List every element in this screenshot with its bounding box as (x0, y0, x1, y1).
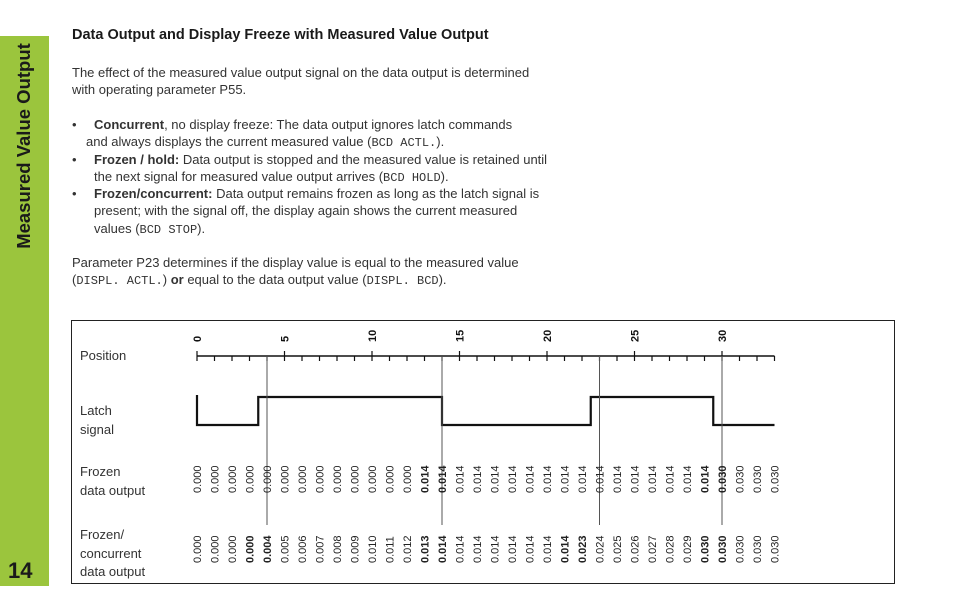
bullet-term: Frozen / hold: (94, 152, 180, 167)
latch-signal-waveform (197, 395, 775, 425)
frozen-output-value: 0.014 (454, 465, 467, 493)
concurrent-output-value: 0.028 (664, 535, 677, 563)
frozen-output-value: 0.014 (594, 465, 607, 493)
concurrent-output-value: 0.014 (542, 535, 554, 563)
frozen-output-value: 0.014 (472, 465, 484, 493)
frozen-output-value: 0.000 (209, 465, 222, 493)
concurrent-output-value: 0.026 (629, 535, 642, 563)
frozen-output-value: 0.014 (419, 465, 432, 493)
concurrent-output-value: 0.000 (227, 535, 239, 563)
frozen-output-value: 0.014 (437, 465, 449, 493)
frozen-output-value: 0.014 (612, 465, 624, 493)
concurrent-output-value: 0.009 (349, 535, 362, 563)
concurrent-output-value: 0.000 (209, 535, 222, 563)
section-heading: Data Output and Display Freeze with Measured Value Output (72, 27, 489, 43)
concurrent-output-value: 0.014 (559, 535, 572, 563)
intro-line: The effect of the measured value output signal on the data output is determined (72, 65, 530, 80)
concurrent-output-value: 0.030 (717, 535, 729, 563)
concurrent-output-value: 0.014 (524, 535, 537, 563)
frozen-output-value: 0.014 (699, 465, 712, 493)
chapter-title: Measured Value Output (13, 43, 34, 249)
frozen-output-value: 0.014 (647, 465, 659, 493)
timing-diagram (71, 320, 895, 584)
frozen-output-value: 0.014 (682, 465, 694, 493)
row-label-frozen: Frozen data output (80, 464, 146, 498)
concurrent-output-value: 0.006 (297, 535, 309, 563)
code-label: BCD STOP (139, 222, 198, 237)
frozen-output-value: 0.014 (629, 465, 642, 493)
bullet-dot: • (72, 152, 77, 167)
frozen-output-value: 0.014 (577, 465, 589, 493)
axis-tick-label: 5 (279, 335, 292, 342)
frozen-output-value: 0.014 (559, 465, 572, 493)
concurrent-output-value: 0.007 (314, 535, 327, 563)
frozen-output-value: 0.000 (384, 465, 397, 493)
frozen-output-value: 0.000 (297, 465, 309, 493)
bullet-term: Frozen/concurrent: (94, 186, 213, 201)
concurrent-output-value: 0.008 (332, 535, 344, 563)
concurrent-output-value: 0.014 (507, 535, 519, 563)
axis-tick-label: 25 (629, 329, 642, 342)
frozen-output-value: 0.014 (524, 465, 537, 493)
concurrent-output-value: 0.030 (699, 535, 712, 563)
frozen-output-value: 0.000 (332, 465, 344, 493)
concurrent-output-value: 0.004 (262, 535, 274, 563)
row-label-frozen-concurrent: Frozen/ concurrent data output (80, 527, 146, 579)
frozen-output-value: 0.014 (664, 465, 677, 493)
code-label: BCD ACTL. (371, 136, 437, 151)
axis-tick-label: 0 (192, 335, 204, 342)
row-label-position: Position (80, 348, 127, 363)
concurrent-output-value: 0.011 (384, 536, 397, 563)
bullet-frozen-concurrent: • Frozen/concurrent: Data output remains frozen as long as the latch signal is present; with the signal off, the display again shows the current measured values (BCD STOP). (72, 186, 540, 237)
concurrent-output-value: 0.000 (244, 535, 257, 563)
code-label: BCD HOLD (383, 171, 441, 186)
concurrent-output-value: 0.030 (769, 535, 782, 563)
concurrent-output-value: 0.013 (419, 535, 432, 563)
concurrent-output-value: 0.030 (734, 535, 747, 563)
axis-tick-label: 10 (367, 329, 379, 342)
bullet-frozen-hold: • Frozen / hold: Data output is stopped and the measured value is retained until the next signal for measured value output arrives (BCD HOLD). (72, 152, 548, 186)
frozen-output-value: 0.000 (402, 465, 414, 493)
frozen-output-value: 0.030 (734, 465, 747, 493)
concurrent-output-value: 0.010 (367, 535, 379, 563)
frozen-output-value: 0.030 (769, 465, 782, 493)
concurrent-output-value: 0.000 (192, 535, 204, 563)
code-label: DISPL. ACTL. (76, 274, 163, 289)
frozen-output-value: 0.030 (752, 465, 764, 493)
frozen-output-value: 0.014 (507, 465, 519, 493)
frozen-output-value: 0.000 (244, 465, 257, 493)
frozen-output-value: 0.000 (314, 465, 327, 493)
bullet-dot: • (72, 117, 77, 132)
concurrent-output-value: 0.014 (489, 535, 502, 563)
concurrent-output-value: 0.023 (577, 535, 589, 563)
intro-line: with operating parameter P55. (72, 82, 247, 98)
intro-paragraph (72, 64, 529, 99)
frozen-output-value: 0.000 (192, 465, 204, 493)
frozen-output-value: 0.000 (279, 465, 292, 493)
concurrent-output-value: 0.014 (454, 535, 467, 563)
axis-tick-label: 15 (454, 329, 467, 342)
frozen-output-value: 0.000 (367, 465, 379, 493)
concurrent-output-value: 0.014 (472, 535, 484, 563)
concurrent-output-value: 0.025 (612, 535, 624, 563)
concurrent-output-value: 0.014 (437, 535, 449, 563)
axis-tick-label: 20 (542, 329, 554, 342)
frozen-output-value: 0.000 (262, 465, 274, 493)
parameter-paragraph: Parameter P23 determines if the display value is equal to the measured value (DISPL. ACTL.) or equal to the data output value (DISPL. BCD). (72, 255, 519, 289)
concurrent-output-value: 0.024 (594, 535, 607, 563)
concurrent-output-value: 0.027 (647, 535, 659, 563)
frozen-output-value: 0.014 (542, 465, 554, 493)
timing-chart (72, 321, 894, 583)
bullet-concurrent: • Concurrent, no display freeze: The data output ignores latch commands and always displays the current measured value (BCD ACTL.). (72, 117, 513, 151)
frozen-output-value: 0.014 (489, 465, 502, 493)
concurrent-output-value: 0.030 (752, 535, 764, 563)
bullet-term: Concurrent (94, 117, 165, 132)
code-label: DISPL. BCD (366, 274, 439, 289)
concurrent-output-value: 0.012 (402, 535, 414, 563)
concurrent-output-value: 0.005 (279, 535, 292, 563)
frozen-output-value: 0.030 (717, 465, 729, 493)
frozen-output-value: 0.000 (349, 465, 362, 493)
frozen-output-value: 0.000 (227, 465, 239, 493)
bullet-dot: • (72, 186, 77, 201)
axis-tick-label: 30 (717, 329, 729, 342)
page-number: 14 (8, 558, 33, 583)
concurrent-output-value: 0.029 (682, 535, 694, 563)
row-label-latch: Latch signal (80, 403, 114, 437)
